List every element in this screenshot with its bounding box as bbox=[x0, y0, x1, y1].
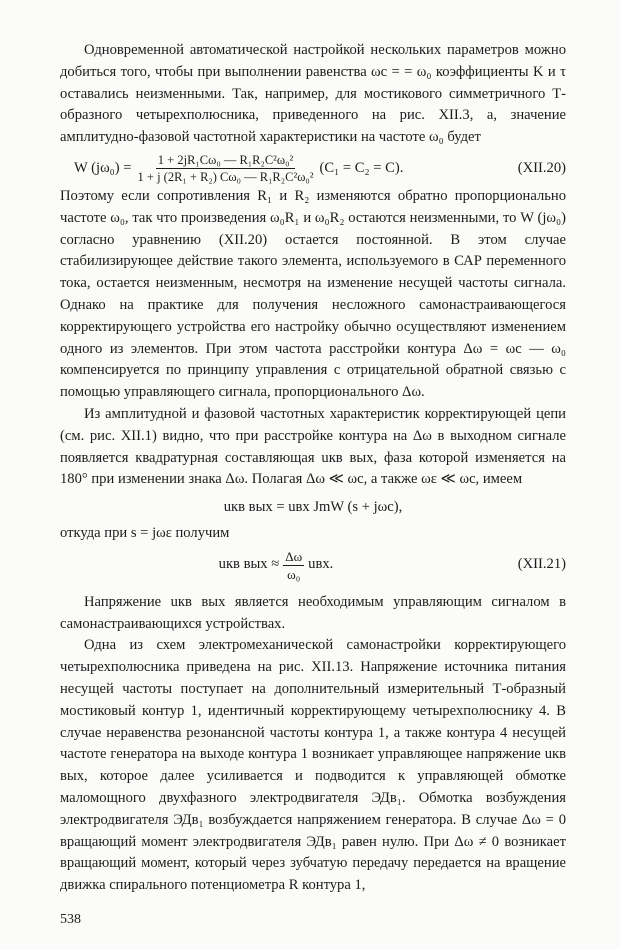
equation-xii-20 bbox=[60, 153, 566, 184]
equation-xii-21 bbox=[60, 549, 566, 582]
paragraph-1: Одновременной автоматической настройкой нескольких параметров можно добиться того, чтобы при выполнении равенства ωс = = ω₀ коэффициенты K и τ оставались неизменными. Так, например, для мостикового симметричного Т-образного четырехполюсника, приведенного на рис. XII.3, а, значение амплитудно-фазовой частотной характеристики на частоте ω₀ будет bbox=[60, 42, 566, 146]
paragraph-6: Одна из схем электромеханической самонастройки корректирующего четырехполюсника приведена на рис. XII.13. Напряжение источника питания несущей частоты поступает на дополнительный измерительный Т-образный мостиковый контур 1, идентичный корректирующему четырехполюснику 4. В случае неравенства резонансной частоты контура 1, а также контура 4 несущей частоте генератора на выходе контура 1 возникает управляющее напряжение uкв вых, которое далее усиливается и подводится к управляющей обмотке маломощного двухфазного электродвигателя ЭДв₁. Обмотка возбуждения электродвигателя ЭДв₁ возбуждается напряжением генератора. В случае Δω = 0 вращающий момент электродвигателя ЭДв₁ равен нулю. При Δω ≠ 0 возникает вращающий момент, который через зубчатую передачу передается на вращение движка спирального потенциометра R контура 1, bbox=[60, 637, 566, 894]
paragraph-2: Поэтому если сопротивления R₁ и R₂ изменяются обратно пропорционально частоте ω₀, так что произведения ω₀R₁ и ω₀R₂ остаются неизменными, то W (jω₀) согласно уравнению (XII.20) остается постоянной. В этом случае стабилизирующее действие такого элемента, используемого в САР переменного тока, остается неизменным, несмотря на изменение несущей частоты сигнала. Однако на практике для получения несложного самонастраивающегося корректирующего устройства его настройку обычно осуществляют изменением одного из элементов. При этом частота расстройки контура Δω = ωс — ω₀ компенсируется по принципу управления с отрицательной обратной связью с помощью управляющего сигнала, пропорционального Δω. bbox=[60, 187, 566, 401]
equation-condition: (C₁ = C₂ = C). bbox=[319, 159, 404, 176]
equation-fraction bbox=[283, 549, 304, 582]
page-body bbox=[60, 40, 566, 897]
equation-lhs: W (jω₀) = bbox=[74, 159, 132, 176]
fraction-numerator: 1 + 2jR₁Cω₀ — R₁R₂C²ω₀² bbox=[157, 152, 294, 167]
paragraph-3: Из амплитудной и фазовой частотных характеристик корректирующей цепи (см. рис. XII.1) видно, что при расстройке контура на Δω в выходном сигнале появляется квадратурная составляющая uкв вых, фаза которой изменяется на 180° при изменении знака Δω. Полагая Δω ≪ ωс, а также ωε ≪ ωс, имеем bbox=[60, 405, 566, 488]
fraction-denominator: ω₀ bbox=[287, 566, 301, 582]
equation-text: uкв вых = uвх JmW (s + jωс), bbox=[223, 499, 403, 516]
equation-rhs: uвх. bbox=[308, 556, 334, 573]
equation-lhs: uкв вых ≈ bbox=[218, 556, 280, 573]
paragraph-4: откуда при s = jωε получим bbox=[60, 524, 230, 541]
page-number: 538 bbox=[60, 912, 81, 927]
paragraph-5: Напряжение uкв вых является необходимым управляющим сигналом в самонастраивающихся устройствах. bbox=[60, 593, 566, 632]
fraction-numerator: Δω bbox=[285, 548, 303, 564]
equation-number: (XII.21) bbox=[517, 556, 566, 573]
equation-quadrature bbox=[60, 497, 566, 519]
fraction-denominator: 1 + j (2R₁ + R₂) Cω₀ — R₁R₂C²ω₀² bbox=[137, 169, 314, 184]
equation-number: (XII.20) bbox=[517, 159, 566, 176]
equation-fraction bbox=[136, 153, 316, 184]
